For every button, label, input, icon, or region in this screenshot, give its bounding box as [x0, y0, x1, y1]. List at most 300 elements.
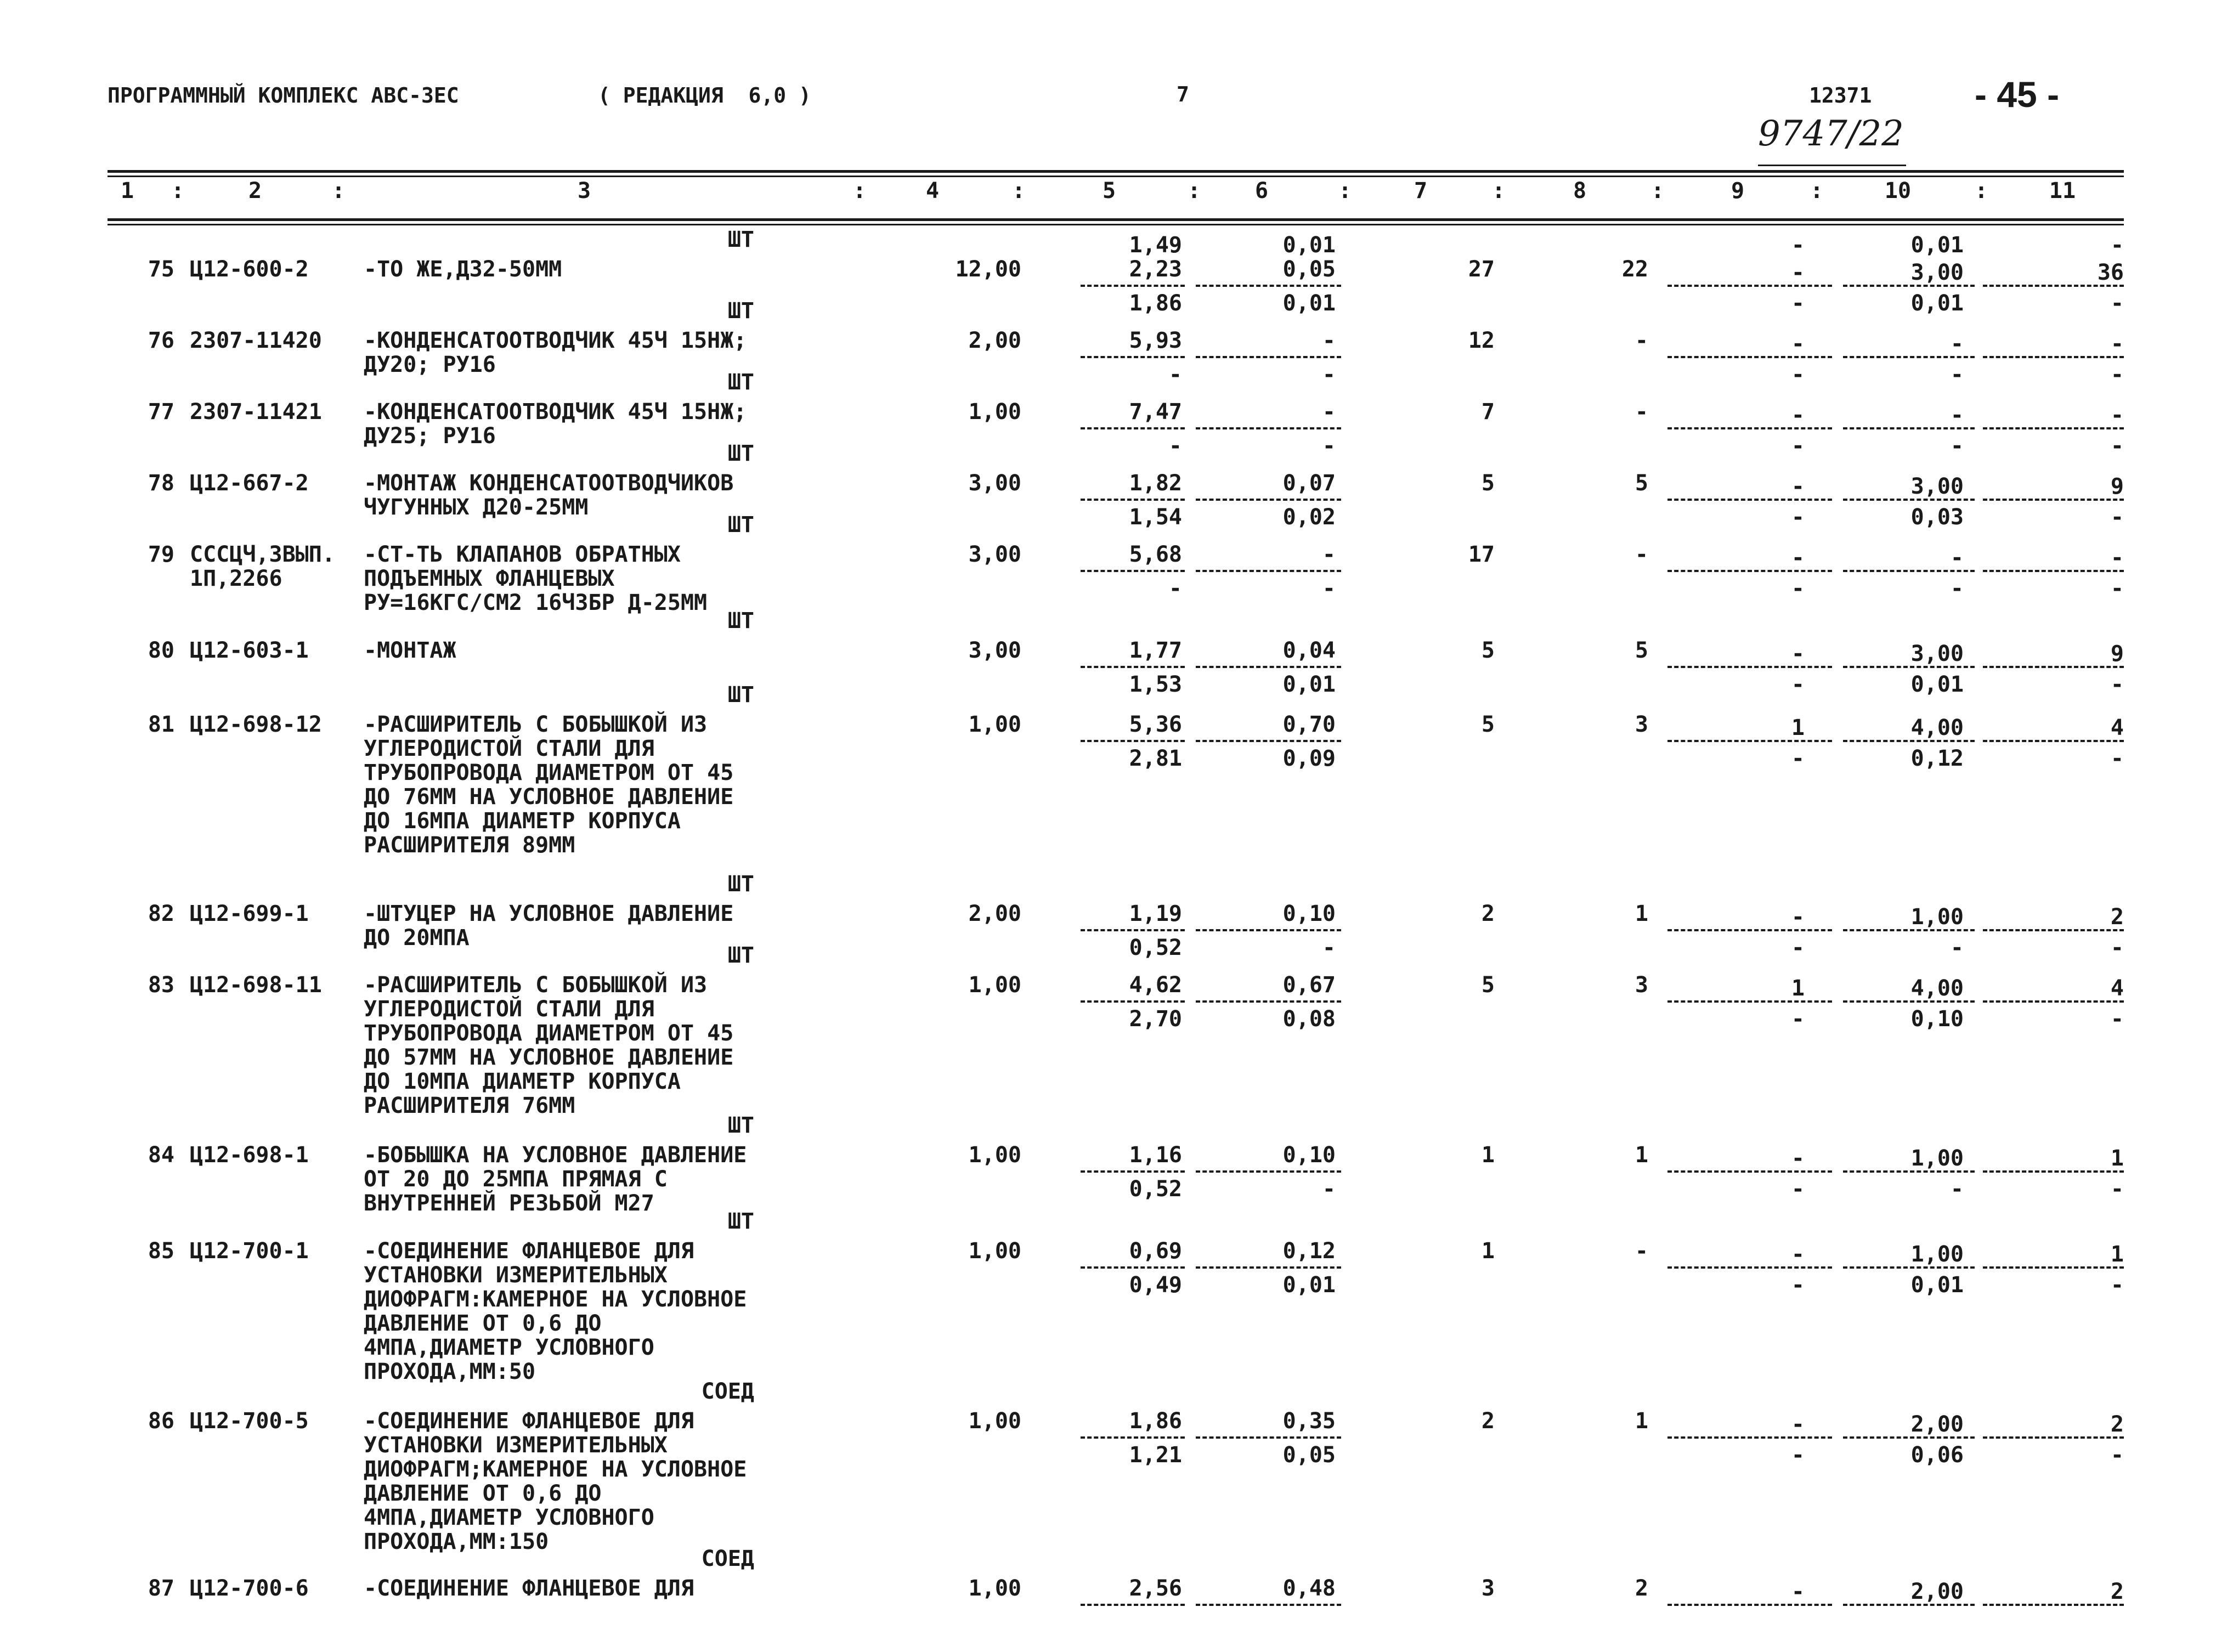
c7-value: 1 [1481, 1238, 1495, 1264]
quantity: 12,00 [955, 257, 1021, 282]
c10-rule [1843, 740, 1975, 742]
column-separator: : [1492, 178, 1506, 203]
row-number: 85 [148, 1238, 174, 1264]
unit-label: СОЕД [701, 1546, 754, 1571]
column-separator: : [1012, 178, 1026, 203]
c5-rule [1081, 1604, 1185, 1606]
c6-value: 0,70 [1282, 712, 1336, 737]
c6-lower: 0,05 [1282, 1442, 1336, 1468]
c7-value: 5 [1481, 972, 1495, 998]
c11-lower: - [2110, 746, 2124, 771]
unit-label: ШТ [727, 370, 754, 395]
c9-lower: - [1791, 1006, 1805, 1032]
description-line: ДАВЛЕНИЕ ОТ 0,6 ДО [364, 1481, 602, 1506]
c8-value: - [1635, 399, 1648, 425]
description-line: 4МПА,ДИАМЕТР УСЛОВНОГО [364, 1505, 654, 1530]
c11-value: 1 [2110, 1242, 2124, 1267]
c9-value: - [1791, 545, 1805, 570]
c10-lower: 0,10 [1910, 1006, 1964, 1032]
c8-value: - [1635, 1238, 1648, 1264]
c5-rule [1081, 427, 1185, 429]
c9-rule [1667, 740, 1832, 742]
unit-label: ШТ [727, 441, 754, 466]
c10-value: - [1950, 545, 1964, 570]
c9-rule [1667, 356, 1832, 358]
c10-rule [1843, 1000, 1975, 1003]
c10-lower: 0,12 [1910, 746, 1964, 771]
description-line: ПОДЪЕМНЫХ ФЛАНЦЕВЫХ [364, 566, 615, 591]
column-header-3: 3 [577, 178, 591, 203]
c5-value: 5,36 [1129, 712, 1182, 737]
c9-rule [1667, 1170, 1832, 1173]
c8-value: 1 [1635, 1408, 1648, 1434]
description-line: -РАСШИРИТЕЛЬ С БОБЫШКОЙ ИЗ [364, 972, 708, 998]
c9-lower: - [1791, 505, 1805, 530]
c10-rule [1843, 1266, 1975, 1269]
c9-value: - [1791, 641, 1805, 666]
c6-rule [1196, 929, 1341, 931]
resource-code: СССЦЧ,3ВЫП. [190, 542, 335, 567]
c6-lower: 0,01 [1282, 1272, 1336, 1298]
c11-lower: - [2110, 1442, 2124, 1468]
quantity: 1,00 [968, 712, 1021, 737]
c5-lower: 0,52 [1129, 935, 1182, 960]
c10-rule [1843, 427, 1975, 429]
c9-lower: - [1791, 1272, 1805, 1298]
c11-value: 4 [2110, 715, 2124, 740]
column-separator: : [171, 178, 185, 203]
c10-lower: - [1950, 1176, 1964, 1202]
c9-lower: - [1791, 672, 1805, 697]
column-header-7: 7 [1414, 178, 1428, 203]
unit-label: ШТ [727, 872, 754, 897]
row-number: 84 [148, 1142, 174, 1168]
c6-rule [1196, 1170, 1341, 1173]
c8-value: 5 [1635, 471, 1648, 496]
column-separator: : [1338, 178, 1352, 203]
c10-rule [1843, 499, 1975, 501]
c6-value: 0,48 [1282, 1576, 1336, 1601]
c6-lower: 0,02 [1282, 505, 1336, 530]
c5-value: 7,47 [1129, 399, 1182, 425]
c6-value: 0,07 [1282, 471, 1336, 496]
c9-lower: - [1791, 433, 1805, 459]
c6-value: 0,67 [1282, 972, 1336, 998]
c5-lower: 0,52 [1129, 1176, 1182, 1202]
c5-lower: 1,21 [1129, 1442, 1182, 1468]
c10-upper: 0,01 [1910, 233, 1964, 258]
c11-upper: - [2110, 233, 2124, 258]
column-separator: : [853, 178, 867, 203]
resource-code-line2: 1П,2266 [190, 566, 282, 591]
resource-code: Ц12-698-11 [190, 972, 322, 998]
quantity: 1,00 [968, 1408, 1021, 1434]
c5-value: 5,68 [1129, 542, 1182, 567]
c9-value: - [1791, 1242, 1805, 1267]
c7-value: 27 [1468, 257, 1495, 282]
c5-rule [1081, 499, 1185, 501]
c11-value: - [2110, 403, 2124, 428]
c9-rule [1667, 666, 1832, 668]
unit-label: ШТ [727, 682, 754, 708]
c11-value: 9 [2110, 641, 2124, 666]
c6-value: - [1322, 328, 1336, 353]
description-line: ПРОХОДА,ММ:50 [364, 1359, 536, 1384]
description-line: -РАСШИРИТЕЛЬ С БОБЫШКОЙ ИЗ [364, 712, 708, 737]
c6-value: 0,10 [1282, 1142, 1336, 1168]
c10-value: 4,00 [1910, 715, 1964, 740]
header-bottom-rule-2 [108, 224, 2124, 225]
resource-code: Ц12-700-1 [190, 1238, 309, 1264]
c6-rule [1196, 666, 1341, 668]
c11-lower: - [2110, 505, 2124, 530]
c11-rule [1983, 666, 2124, 668]
c11-lower: - [2110, 576, 2124, 601]
c9-value: - [1791, 474, 1805, 499]
row-number: 77 [148, 399, 174, 425]
c11-lower: - [2110, 672, 2124, 697]
c8-value: - [1635, 542, 1648, 567]
unit-label: ШТ [727, 227, 754, 252]
page-number: - 45 - [1975, 74, 2060, 115]
c11-rule [1983, 499, 2124, 501]
description-line: -МОНТАЖ [364, 638, 456, 663]
column-header-5: 5 [1102, 178, 1116, 203]
c11-rule [1983, 1000, 2124, 1003]
c8-value: 3 [1635, 972, 1648, 998]
c6-lower: - [1322, 362, 1336, 387]
resource-code: Ц12-600-2 [190, 257, 309, 282]
c5-rule [1081, 1266, 1185, 1269]
column-separator: : [1810, 178, 1824, 203]
column-separator: : [1651, 178, 1665, 203]
c5-lower: 1,86 [1129, 291, 1182, 316]
c6-value: - [1322, 399, 1336, 425]
c10-lower: - [1950, 362, 1964, 387]
c6-value: 0,12 [1282, 1238, 1336, 1264]
description-line: ДО 20МПА [364, 925, 470, 951]
c7-value: 7 [1481, 399, 1495, 425]
c9-lower: - [1791, 576, 1805, 601]
column-header-4: 4 [925, 178, 940, 203]
c9-upper: - [1791, 233, 1805, 258]
c6-rule [1196, 285, 1341, 287]
description-line: УСТАНОВКИ ИЗМЕРИТЕЛЬНЫХ [364, 1263, 668, 1288]
row-number: 86 [148, 1408, 174, 1434]
c10-lower: 0,01 [1910, 672, 1964, 697]
c9-lower: - [1791, 935, 1805, 960]
quantity: 3,00 [968, 471, 1021, 496]
c10-lower: - [1950, 576, 1964, 601]
resource-code: Ц12-700-5 [190, 1408, 309, 1434]
c6-rule [1196, 1436, 1341, 1439]
c6-lower: - [1322, 576, 1336, 601]
quantity: 3,00 [968, 542, 1021, 567]
c8-value: - [1635, 328, 1648, 353]
description-line: -КОНДЕНСАТООТВОДЧИК 45Ч 15НЖ; [364, 328, 747, 353]
c6-upper: 0,01 [1282, 233, 1336, 258]
column-header-2: 2 [248, 178, 262, 203]
resource-code: Ц12-699-1 [190, 901, 309, 926]
c5-value: 4,62 [1129, 972, 1182, 998]
c8-value: 1 [1635, 901, 1648, 926]
unit-label: ШТ [727, 298, 754, 324]
c9-rule [1667, 499, 1832, 501]
description-line: -СОЕДИНЕНИЕ ФЛАНЦЕВОЕ ДЛЯ [364, 1238, 694, 1264]
c5-rule [1081, 356, 1185, 358]
c5-value: 2,56 [1129, 1576, 1182, 1601]
c5-lower: - [1168, 433, 1182, 459]
c5-lower: 0,49 [1129, 1272, 1182, 1298]
c9-value: 1 [1791, 715, 1805, 740]
c10-value: 2,00 [1910, 1579, 1964, 1604]
quantity: 1,00 [968, 972, 1021, 998]
description-line: 4МПА,ДИАМЕТР УСЛОВНОГО [364, 1335, 654, 1360]
c5-value: 1,16 [1129, 1142, 1182, 1168]
c6-rule [1196, 499, 1341, 501]
c6-lower: - [1322, 935, 1336, 960]
c10-rule [1843, 1604, 1975, 1606]
c6-rule [1196, 1604, 1341, 1606]
edition-label: ( РЕДАКЦИЯ 6,0 ) [598, 83, 811, 108]
c10-value: 3,00 [1910, 641, 1964, 666]
c10-value: 4,00 [1910, 976, 1964, 1001]
resource-code: Ц12-700-6 [190, 1576, 309, 1601]
c10-value: 3,00 [1910, 474, 1964, 499]
c9-value: - [1791, 403, 1805, 428]
resource-code: Ц12-698-12 [190, 712, 322, 737]
c11-rule [1983, 929, 2124, 931]
description-line: ДИОФРАГМ:КАМЕРНОЕ НА УСЛОВНОЕ [364, 1287, 747, 1312]
description-line: -СОЕДИНЕНИЕ ФЛАНЦЕВОЕ ДЛЯ [364, 1576, 694, 1601]
c9-value: - [1791, 1579, 1805, 1604]
description-line: РАСШИРИТЕЛЯ 89ММ [364, 833, 575, 858]
c10-value: 3,00 [1910, 260, 1964, 285]
c10-value: - [1950, 403, 1964, 428]
c9-rule [1667, 285, 1832, 287]
c10-lower: 0,01 [1910, 291, 1964, 316]
unit-label: ШТ [727, 943, 754, 968]
program-title: ПРОГРАММНЫЙ КОМПЛЕКС АВС-3ЕС [108, 83, 459, 108]
table-top-rule-2 [108, 176, 2124, 177]
c6-lower: - [1322, 433, 1336, 459]
handwritten-note: 9747/22 [1758, 114, 1904, 154]
c10-lower: 0,06 [1910, 1442, 1964, 1468]
description-line: -МОНТАЖ КОНДЕНСАТООТВОДЧИКОВ [364, 471, 734, 496]
quantity: 1,00 [968, 1576, 1021, 1601]
sheet-number: 7 [1177, 82, 1189, 106]
row-number: 81 [148, 712, 174, 737]
c7-value: 5 [1481, 471, 1495, 496]
c7-value: 1 [1481, 1142, 1495, 1168]
row-number: 79 [148, 542, 174, 567]
c7-value: 12 [1468, 328, 1495, 353]
description-line: ДО 76ММ НА УСЛОВНОЕ ДАВЛЕНИЕ [364, 784, 734, 810]
c6-lower: 0,09 [1282, 746, 1336, 771]
c6-lower: 0,08 [1282, 1006, 1336, 1032]
handwritten-underline [1758, 165, 1906, 166]
c9-lower: - [1791, 746, 1805, 771]
c11-value: 2 [2110, 1412, 2124, 1437]
c9-lower: - [1791, 1176, 1805, 1202]
c5-lower: - [1168, 576, 1182, 601]
c11-value: - [2110, 545, 2124, 570]
c9-rule [1667, 427, 1832, 429]
c11-lower: - [2110, 291, 2124, 316]
description-line: РАСШИРИТЕЛЯ 76ММ [364, 1093, 575, 1118]
unit-label: ШТ [727, 512, 754, 538]
description-line: ТРУБОПРОВОДА ДИАМЕТРОМ ОТ 45 [364, 760, 734, 785]
column-separator: : [1188, 178, 1201, 203]
description-line: ДИОФРАГМ;КАМЕРНОЕ НА УСЛОВНОЕ [364, 1457, 747, 1482]
c11-rule [1983, 570, 2124, 572]
row-number: 75 [148, 257, 174, 282]
unit-label: СОЕД [701, 1379, 754, 1404]
c11-value: - [2110, 331, 2124, 357]
row-number: 78 [148, 471, 174, 496]
c11-rule [1983, 356, 2124, 358]
c6-lower: 0,01 [1282, 672, 1336, 697]
quantity: 3,00 [968, 638, 1021, 663]
column-header-6: 6 [1254, 178, 1269, 203]
c9-rule [1667, 1604, 1832, 1606]
resource-code: Ц12-698-1 [190, 1142, 309, 1168]
unit-label: ШТ [727, 608, 754, 633]
description-line: -КОНДЕНСАТООТВОДЧИК 45Ч 15НЖ; [364, 399, 747, 425]
c5-upper: 1,49 [1129, 233, 1182, 258]
c9-value: - [1791, 260, 1805, 285]
c11-lower: - [2110, 433, 2124, 459]
description-line: ДУ20; РУ16 [364, 352, 496, 377]
c9-value: - [1791, 904, 1805, 930]
c9-value: 1 [1791, 976, 1805, 1001]
c6-rule [1196, 740, 1341, 742]
column-separator: : [1975, 178, 1988, 203]
description-line: ДУ25; РУ16 [364, 423, 496, 449]
description-line: ДО 57ММ НА УСЛОВНОЕ ДАВЛЕНИЕ [364, 1045, 734, 1070]
c5-rule [1081, 1436, 1185, 1439]
c7-value: 17 [1468, 542, 1495, 567]
description-line: УГЛЕРОДИСТОЙ СТАЛИ ДЛЯ [364, 736, 654, 761]
c11-lower: - [2110, 362, 2124, 387]
c6-rule [1196, 570, 1341, 572]
c11-value: 9 [2110, 474, 2124, 499]
description-line: -БОБЫШКА НА УСЛОВНОЕ ДАВЛЕНИЕ [364, 1142, 747, 1168]
column-header-8: 8 [1573, 178, 1587, 203]
quantity: 2,00 [968, 901, 1021, 926]
c9-value: - [1791, 1412, 1805, 1437]
description-line: -ШТУЦЕР НА УСЛОВНОЕ ДАВЛЕНИЕ [364, 901, 734, 926]
c11-value: 36 [2097, 260, 2124, 285]
c6-value: 0,35 [1282, 1408, 1336, 1434]
c6-value: - [1322, 542, 1336, 567]
quantity: 1,00 [968, 1142, 1021, 1168]
c5-value: 1,19 [1129, 901, 1182, 926]
c10-lower: 0,01 [1910, 1272, 1964, 1298]
c11-rule [1983, 1604, 2124, 1606]
c10-lower: - [1950, 935, 1964, 960]
c6-lower: 0,01 [1282, 291, 1336, 316]
c6-lower: - [1322, 1176, 1336, 1202]
c6-rule [1196, 1266, 1341, 1269]
description-line: ДО 16МПА ДИАМЕТР КОРПУСА [364, 808, 681, 834]
description-line: -ТО ЖЕ,Д32-50ММ [364, 257, 562, 282]
c11-rule [1983, 1266, 2124, 1269]
c9-rule [1667, 1436, 1832, 1439]
description-line: -СОЕДИНЕНИЕ ФЛАНЦЕВОЕ ДЛЯ [364, 1408, 694, 1434]
c9-rule [1667, 1266, 1832, 1269]
c9-rule [1667, 570, 1832, 572]
description-line: ПРОХОДА,ММ:150 [364, 1529, 549, 1554]
c9-rule [1667, 929, 1832, 931]
c5-value: 2,23 [1129, 257, 1182, 282]
resource-code: Ц12-603-1 [190, 638, 309, 663]
c5-rule [1081, 929, 1185, 931]
c5-lower: 2,81 [1129, 746, 1182, 771]
c5-rule [1081, 740, 1185, 742]
row-number: 83 [148, 972, 174, 998]
c10-rule [1843, 1436, 1975, 1439]
c5-value: 1,82 [1129, 471, 1182, 496]
c10-lower: - [1950, 433, 1964, 459]
c7-value: 5 [1481, 638, 1495, 663]
c9-lower: - [1791, 1442, 1805, 1468]
resource-code: 2307-11420 [190, 328, 322, 353]
c5-lower: - [1168, 362, 1182, 387]
c10-value: - [1950, 331, 1964, 357]
c8-value: 1 [1635, 1142, 1648, 1168]
c5-lower: 1,54 [1129, 505, 1182, 530]
c6-value: 0,10 [1282, 901, 1336, 926]
description-line: РУ=16КГС/СМ2 16Ч3БР Д-25ММ [364, 590, 708, 615]
c8-value: 3 [1635, 712, 1648, 737]
c5-value: 0,69 [1129, 1238, 1182, 1264]
c9-lower: - [1791, 291, 1805, 316]
c10-rule [1843, 666, 1975, 668]
description-line: -СТ-ТЬ КЛАПАНОВ ОБРАТНЫХ [364, 542, 681, 567]
c11-value: 4 [2110, 976, 2124, 1001]
c6-value: 0,05 [1282, 257, 1336, 282]
c7-value: 2 [1481, 901, 1495, 926]
c5-rule [1081, 666, 1185, 668]
c5-value: 5,93 [1129, 328, 1182, 353]
c10-rule [1843, 1170, 1975, 1173]
c11-rule [1983, 285, 2124, 287]
c9-lower: - [1791, 362, 1805, 387]
unit-label: ШТ [727, 1113, 754, 1138]
c5-lower: 1,53 [1129, 672, 1182, 697]
c11-rule [1983, 1170, 2124, 1173]
c11-value: 2 [2110, 1579, 2124, 1604]
row-number: 76 [148, 328, 174, 353]
description-line: ДО 10МПА ДИАМЕТР КОРПУСА [364, 1069, 681, 1094]
description-line: ВНУТРЕННЕЙ РЕЗЬБОЙ М27 [364, 1191, 654, 1216]
c8-value: 2 [1635, 1576, 1648, 1601]
c6-rule [1196, 356, 1341, 358]
row-number: 87 [148, 1576, 174, 1601]
row-number: 82 [148, 901, 174, 926]
c6-value: 0,04 [1282, 638, 1336, 663]
unit-label: ШТ [727, 1209, 754, 1234]
c5-value: 1,86 [1129, 1408, 1182, 1434]
c5-rule [1081, 285, 1185, 287]
c11-value: 1 [2110, 1146, 2124, 1171]
c11-rule [1983, 1436, 2124, 1439]
c6-rule [1196, 1000, 1341, 1003]
row-number: 80 [148, 638, 174, 663]
column-separator: : [332, 178, 346, 203]
c5-rule [1081, 1170, 1185, 1173]
